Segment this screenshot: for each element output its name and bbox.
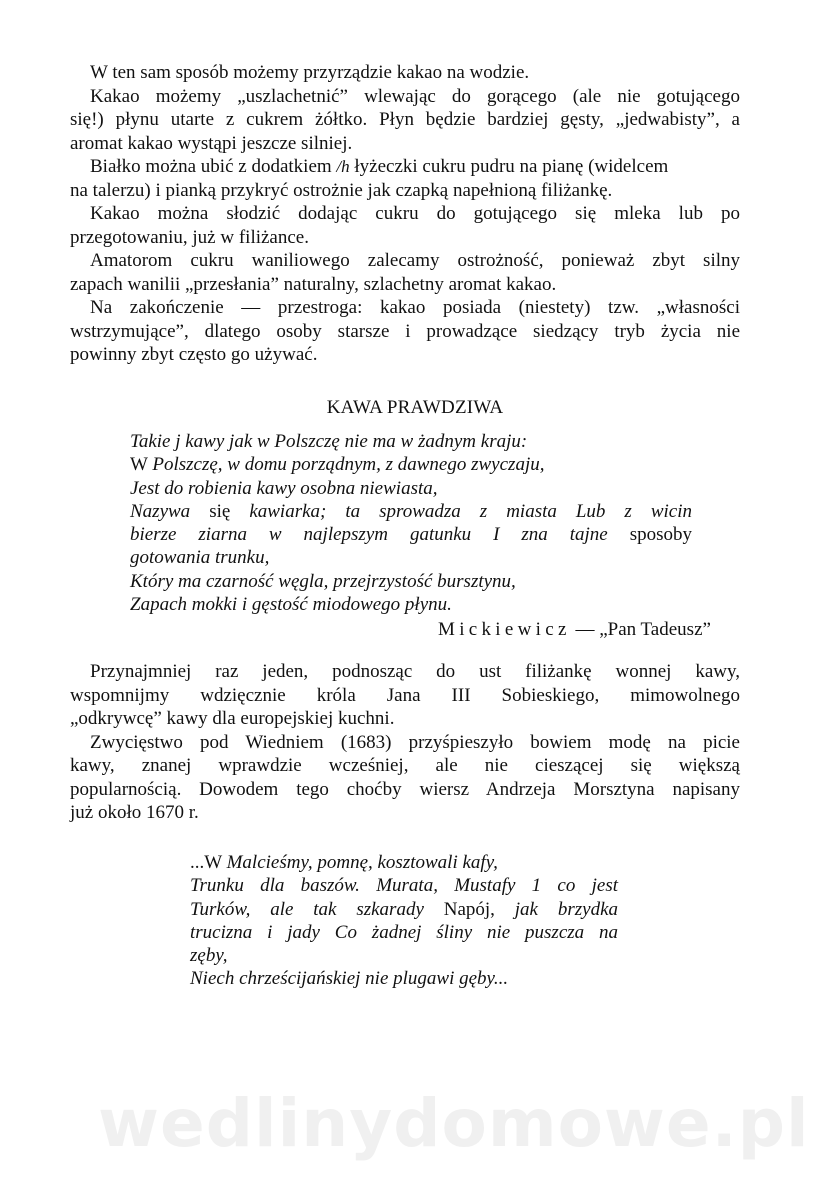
paragraph-water [90, 61, 740, 85]
poem-mickiewicz [130, 430, 692, 616]
poem-line: gotowania trunku, [130, 547, 270, 569]
poem-line [190, 898, 618, 921]
text-fragment: się [190, 500, 250, 522]
paragraph-vanilla [70, 249, 740, 296]
text-line [90, 155, 740, 179]
paragraph-vienna [70, 731, 740, 825]
text-fragment: Turków, ale tak szkarady [190, 898, 424, 920]
fraction-text: /h [336, 157, 350, 176]
text-line: już około 1670 r. [70, 802, 199, 823]
poem-line: trucizna i jady Co żadnej śliny nie puszcza na [190, 921, 618, 943]
paragraph-sobieski [70, 660, 740, 731]
poem-line [190, 851, 618, 874]
poem-line: Zapach mokki i gęstość miodowego płynu. [130, 594, 452, 616]
text-line: Kakao możemy „uszlachetnić” wlewając do gorącego (ale nie gotującego [90, 85, 740, 107]
text-fragment: ...W [190, 852, 227, 873]
poem-line [130, 500, 692, 523]
text-fragment: bierze ziarna w najlepszym gatunku I zna tajne [130, 524, 608, 546]
site-watermark: wedlinydomowe.pl [98, 1085, 810, 1162]
attribution-author: Mickiewicz [438, 619, 571, 640]
poem-morsztyn [190, 851, 618, 991]
text-fragment: łyżeczki cukru pudru na pianę (widelcem [349, 156, 669, 177]
text-line: Amatorom cukru waniliowego zalecamy ostrożność, ponieważ zbyt silny [90, 250, 740, 271]
text-fragment: Nazywa [130, 500, 191, 522]
text-fragment: W [130, 454, 153, 476]
text-line: się!) płynu utarte z cukrem żółtko. Płyn będzie bardziej gęsty, „jedwabisty”, a [70, 109, 740, 130]
text-line: Na zakończenie — przestroga: kakao posiada (niestety) tzw. „własności [90, 297, 740, 318]
text-fragment: Polszczę, w domu porządnym, z dawnego zwyczaju, [152, 454, 545, 476]
poem-attribution [438, 619, 711, 641]
text-line: przegotowaniu, już w filiżance. [70, 226, 309, 248]
text-fragment: Napój, [423, 898, 515, 920]
paragraph-warning [70, 296, 740, 367]
text-fragment: sposoby [607, 524, 692, 546]
text-line: Zwycięstwo pod Wiedniem (1683) przyśpieszyło bowiem modę na picie [90, 731, 740, 753]
text-line: kawy, znanej wprawdzie wcześniej, ale nie cieszącej się większą [70, 755, 740, 776]
intro-text [70, 61, 740, 437]
text-fragment: Malcieśmy, pomnę, kosztowali kafy, [226, 852, 498, 873]
text-fragment: jak brzydka [514, 898, 618, 920]
attribution-work: — „Pan Tadeusz” [570, 619, 711, 640]
poem-line: Trunku dla baszów. Murata, Mustafy 1 co jest [190, 875, 618, 897]
paragraph-ennoble [70, 85, 740, 156]
poem-line: Jest do robienia kawy osobna niewiasta, [130, 477, 438, 499]
paragraph-egg-white [70, 155, 740, 202]
text-line: Kakao można słodzić dodając cukru do gotującego się mleka lub po [90, 203, 740, 224]
poem-line [130, 523, 692, 546]
text-line: W ten sam sposób możemy przyrządzie kakao na wodzie. [90, 62, 530, 83]
text-line: na talerzu) i pianką przykryć ostrożnie jak czapką napełnioną filiżankę. [70, 179, 613, 201]
text-fragment: kawiarka; ta sprowadza z miasta Lub z wicin [249, 500, 692, 522]
text-fragment: Białko można ubić z dodatkiem [90, 156, 337, 177]
text-line: „odkrywcę” kawy dla europejskiej kuchni. [70, 708, 395, 729]
section-heading: KAWA PRAWDZIWA [326, 396, 504, 418]
text-line: wspomnijmy wdzięcznie króla Jana III Sobieskiego, mimowolnego [70, 684, 740, 706]
poem-line [130, 453, 692, 476]
poem-line: Który ma czarność węgla, przejrzystość bursztynu, [130, 570, 516, 592]
poem-line: Niech chrześcijańskiej nie plugawi gęby... [190, 968, 509, 990]
text-line: Przynajmniej raz jeden, podnosząc do ust filiżankę wonnej kawy, [90, 661, 740, 682]
history-text [70, 660, 740, 825]
poem-line: zęby, [190, 945, 228, 967]
text-line: aromat kakao wystąpi jeszcze silniej. [70, 132, 353, 154]
text-line: popularnością. Dowodem tego choćby wiersz Andrzeja Morsztyna napisany [70, 778, 740, 800]
poem-line: Takie j kawy jak w Polszczę nie ma w żadnym kraju: [130, 431, 528, 452]
paragraph-sweeten [70, 202, 740, 249]
text-line: wstrzymujące”, dlatego osoby starsze i prowadzące siedzący tryb życia nie [70, 320, 740, 342]
text-line: powinny zbyt często go używać. [70, 344, 318, 365]
text-line: zapach wanilii „przesłania” naturalny, szlachetny aromat kakao. [70, 273, 557, 295]
